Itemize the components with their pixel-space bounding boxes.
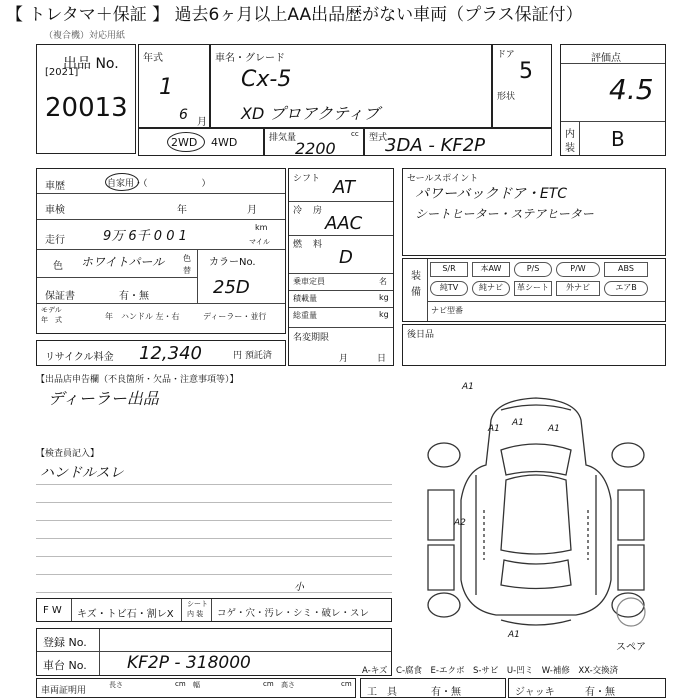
equipment-cell-airbag: エアB: [604, 281, 648, 296]
displacement-unit: cc: [351, 130, 359, 138]
door-value: 5: [519, 59, 533, 84]
inspection-month: 月: [247, 205, 257, 216]
mileage-unit-mile: マイル: [249, 238, 270, 246]
history-value: 自家用・（ ）: [107, 179, 211, 189]
fw-label: F W: [43, 605, 62, 616]
warranty-value: 有・無: [119, 291, 149, 302]
interior-value: B: [611, 127, 625, 151]
car-damage-diagram: [406, 380, 676, 640]
recycle-value: 12,340: [139, 343, 202, 364]
score-value: 4.5: [609, 73, 654, 106]
color-code-label: カラーNo.: [209, 257, 256, 268]
equipment-cell-ps: P/S: [514, 262, 552, 277]
model-box: [364, 128, 552, 156]
dimensions-width-unit: cm: [263, 680, 274, 688]
displacement-box: [264, 128, 364, 156]
notes-value: ディーラー出品: [48, 389, 159, 408]
middle-details-box: [288, 168, 394, 366]
post-date-label: 後日品: [407, 330, 435, 340]
score-box: [560, 44, 666, 156]
equipment-label-1: 装: [411, 271, 421, 282]
seat-label-2: 内 装: [187, 610, 204, 618]
deadline-month: 月: [339, 354, 349, 364]
interior-label-1: 内: [565, 129, 575, 140]
form-subheading: （複合機）対応用紙: [44, 31, 126, 41]
fuel-label-1: 燃: [293, 240, 303, 250]
diagram-mark-1: A1: [462, 382, 474, 392]
aircon-value: AAC: [325, 213, 363, 234]
door-box: [492, 44, 552, 128]
mileage-unit-km: km: [255, 223, 268, 232]
tools-value: 有・無: [431, 687, 461, 698]
seat-label-1: シート: [187, 600, 208, 608]
sales-point-label: セールスポイント: [407, 174, 479, 184]
warranty-label: 保証書: [45, 291, 75, 302]
model-year-label-2: 年 式: [41, 316, 62, 324]
diagram-mark-4: A1: [488, 424, 500, 434]
registration-box: [36, 628, 392, 676]
dimensions-length-unit: cm: [175, 680, 186, 688]
sales-point-line1: パワーバックドア・ETC: [415, 186, 568, 202]
equipment-cell-ext-navi: 外ナビ: [556, 281, 600, 296]
car-name-label: 車名・グレード: [215, 53, 285, 64]
fw-chips: キズ・トビ石・割レX: [77, 609, 174, 620]
aircon-label-1: 冷: [293, 206, 303, 216]
color-change-1: 色: [183, 254, 191, 263]
dimensions-label: 車両証明用: [41, 686, 87, 696]
equipment-label-2: 備: [411, 287, 421, 298]
gross-unit: kg: [379, 310, 389, 319]
model-year-year: 年: [105, 312, 113, 321]
door-label: ドア: [497, 50, 515, 60]
page-banner: 【 トレタマ＋保証 】 過去6ヶ月以上AA出品歴がない車両（プラス保証付）: [6, 5, 583, 25]
sales-point-box: [402, 168, 666, 256]
dimensions-length: 長さ: [109, 681, 123, 689]
inspection-label: 車検: [45, 205, 65, 216]
capacity-unit: 名: [379, 277, 387, 286]
car-grade-value: XD プロアクティブ: [241, 104, 380, 123]
dimensions-box: [36, 678, 356, 698]
year-month-value: 6: [179, 107, 188, 123]
capacity-label: 乗車定員: [293, 277, 325, 286]
deadline-day: 日: [377, 354, 387, 364]
fuel-value: D: [339, 247, 353, 268]
recycle-label: リサイクル料金: [45, 352, 114, 363]
shift-label: シフト: [293, 174, 321, 184]
equipment-cell-sr: S/R: [430, 262, 468, 277]
color-code-value: 25D: [213, 277, 250, 298]
recycle-unit: 円 預託済: [233, 351, 272, 361]
history-label: 車歴: [45, 181, 65, 192]
tools-label: 工 具: [367, 687, 397, 698]
car-name-box: [210, 44, 492, 128]
mileage-value: 9万 6千 0 0 1: [103, 229, 187, 244]
drive-2wd: 2WD: [171, 136, 198, 149]
color-label: 色: [53, 261, 63, 272]
displacement-value: 2200: [295, 139, 336, 158]
drive-box: [138, 128, 264, 156]
lot-year-tag: [2021]: [45, 67, 79, 78]
equipment-cell-pw: P/W: [556, 262, 600, 277]
equipment-cell-abs: ABS: [604, 262, 648, 277]
displacement-label: 排気量: [269, 133, 297, 143]
left-details-box: [36, 168, 286, 334]
jack-label: ジャッキ: [515, 687, 555, 698]
car-name-value: Cx-5: [241, 67, 292, 92]
diagram-mark-6: A1: [508, 630, 520, 640]
recycle-box: [36, 340, 286, 366]
inspector-label: 【検査員記入】: [36, 449, 100, 459]
fw-note: 小: [294, 582, 304, 593]
gross-label: 総重量: [293, 311, 317, 320]
interior-label-2: 装: [565, 143, 575, 154]
model-year-dealer: ディーラー・並行: [203, 312, 267, 321]
fuel-label-2: 料: [313, 240, 323, 250]
color-change-2: 替: [183, 266, 191, 275]
shift-value: AT: [333, 177, 355, 198]
diagram-mark-3: A1: [548, 424, 560, 434]
load-label: 積載量: [293, 294, 317, 303]
dimensions-height-unit: cm: [341, 680, 352, 688]
model-value: 3DA - KF2P: [385, 135, 486, 156]
equipment-cell-leather: 革シート: [514, 281, 552, 296]
lot-number-box: [36, 44, 136, 154]
jack-value: 有・無: [585, 687, 615, 698]
navi-model-label: ナビ型番: [431, 306, 463, 315]
damage-codes-legend: A-キズ C-腐食 E-エクボ S-サビ U-凹ミ W-補修 XX-交換済: [362, 666, 619, 676]
tools-box: [360, 678, 506, 698]
jack-box: [508, 678, 666, 698]
registration-label: 登録 No.: [43, 636, 87, 649]
spare-label: スペア: [616, 642, 646, 653]
color-value: ホワイトパール: [81, 255, 165, 269]
sales-point-line2: シートヒーター・ステアヒーター: [415, 207, 594, 221]
lot-label: 出品 No.: [63, 56, 119, 72]
model-year-handle: ハンドル 左・右: [121, 312, 180, 321]
score-label: 評価点: [591, 53, 621, 64]
fw-dirt: コゲ・穴・汚レ・シミ・破レ・スレ: [217, 608, 370, 619]
post-date-box: [402, 324, 666, 366]
shape-label: 形状: [497, 92, 516, 102]
lot-number-value: 20013: [45, 93, 128, 123]
deadline-label: 名変期限: [293, 333, 330, 343]
chassis-value: KF2P - 318000: [127, 653, 251, 673]
equipment-cell-tv: 純TV: [430, 281, 468, 296]
diagram-mark-5: A2: [454, 518, 466, 528]
dimensions-height: 高さ: [281, 681, 295, 689]
dimensions-width: 幅: [193, 681, 200, 689]
load-unit: kg: [379, 293, 389, 302]
drive-4wd: 4WD: [211, 136, 238, 149]
equipment-cell-aw: 本AW: [472, 262, 510, 277]
aircon-label-2: 房: [313, 206, 323, 216]
diagram-mark-2: A1: [512, 418, 524, 428]
equipment-cell-navi: 純ナビ: [472, 281, 510, 296]
model-label: 型式: [369, 133, 388, 143]
year-box: [138, 44, 210, 128]
year-label: 年式: [143, 53, 163, 64]
inspection-year: 年: [177, 205, 187, 216]
mileage-label: 走行: [45, 235, 65, 246]
year-month-unit: 月: [197, 117, 207, 128]
fw-row: [36, 598, 392, 622]
model-year-label-1: モデル: [41, 306, 62, 314]
inspector-value: ハンドルスレ: [40, 465, 124, 481]
year-value: 1: [159, 75, 173, 100]
chassis-label: 車台 No.: [43, 659, 87, 672]
notes-label: 【出品店申告欄（不良箇所・欠品・注意事項等）】: [36, 375, 239, 385]
